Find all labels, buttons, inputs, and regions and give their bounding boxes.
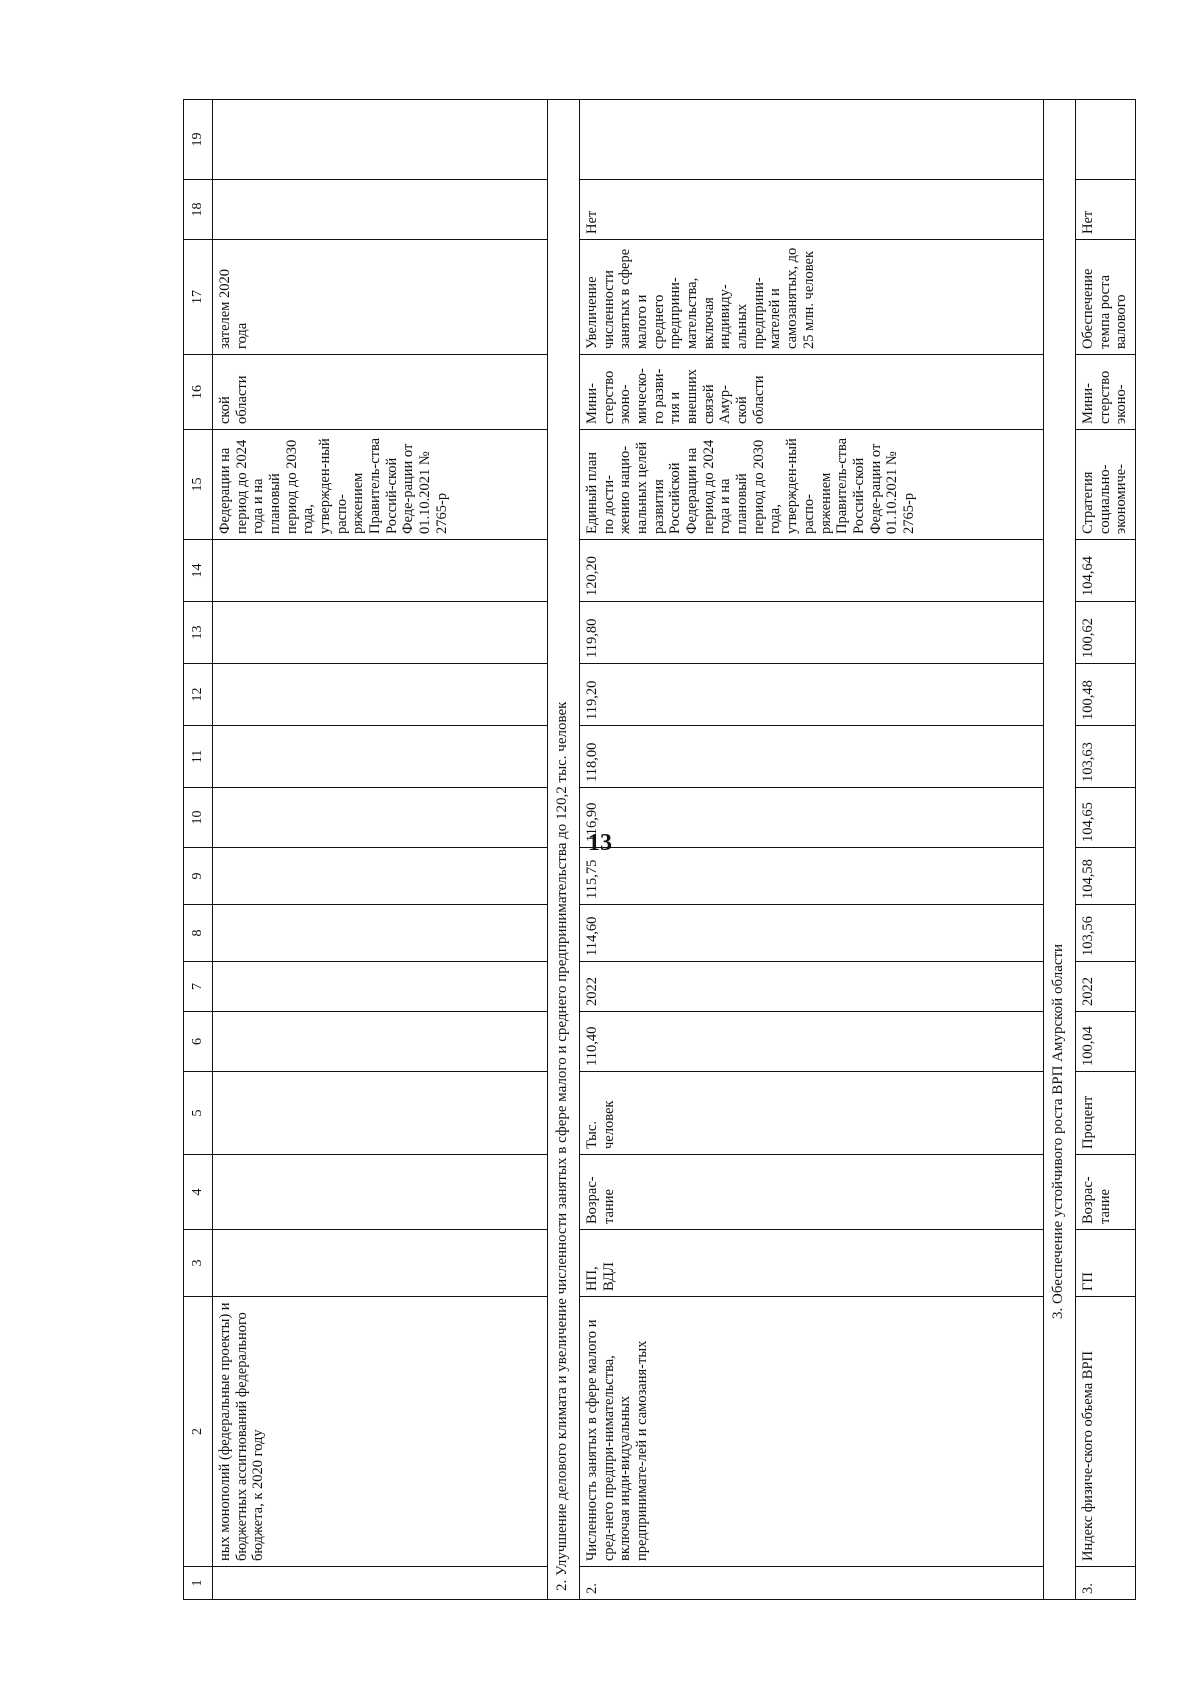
cell-2-value-10: 116,90	[580, 788, 1044, 848]
cell-cont-8	[213, 905, 548, 962]
cell-2-value-14: 120,20	[580, 540, 1044, 602]
cell-cont-10	[213, 788, 548, 848]
cell-2-base-year: 2022	[580, 962, 1044, 1012]
col-header-15: 15	[184, 430, 213, 540]
section-3-row	[1044, 100, 1076, 1600]
cell-3-value-14: 104,64	[1076, 540, 1136, 602]
col-header-13: 13	[184, 602, 213, 664]
cell-3-source: ГП	[1076, 1230, 1136, 1297]
cell-2-base-value: 110,40	[580, 1012, 1044, 1072]
cell-3-value-11: 103,63	[1076, 726, 1136, 788]
section-2-row	[548, 100, 580, 1600]
col-header-18: 18	[184, 180, 213, 240]
cell-2-value-13: 119,80	[580, 602, 1044, 664]
col-header-16: 16	[184, 355, 213, 430]
col-header-9: 9	[184, 848, 213, 905]
cell-3-indicator: Индекс физиче-ского объема ВРП	[1076, 1297, 1136, 1567]
cell-cont-13	[213, 602, 548, 664]
cell-cont-indicator: ных монополий (федеральные проекты) и бюджетных ассигнований федерального бюджета, к 2020 году	[213, 1297, 548, 1567]
col-header-12: 12	[184, 664, 213, 726]
header-row	[184, 100, 213, 1600]
cell-cont-5	[213, 1072, 548, 1155]
cell-3-number: 3.	[1076, 1567, 1136, 1600]
col-header-10: 10	[184, 788, 213, 848]
col-header-6: 6	[184, 1012, 213, 1072]
col-header-7: 7	[184, 962, 213, 1012]
cell-cont-3	[213, 1230, 548, 1297]
table-row-3	[1076, 100, 1136, 1600]
cell-3-responsible: Мини-стерство эконо-	[1076, 355, 1136, 430]
cell-cont-12	[213, 664, 548, 726]
col-header-3: 3	[184, 1230, 213, 1297]
cell-cont-goal: зателем 2020 года	[213, 240, 548, 355]
cell-2-flag: Нет	[580, 180, 1044, 240]
col-header-19: 19	[184, 100, 213, 180]
cell-2-value-9: 115,75	[580, 848, 1044, 905]
cell-cont-7	[213, 962, 548, 1012]
col-header-5: 5	[184, 1072, 213, 1155]
table-row-2	[580, 100, 1044, 1600]
cell-cont-18	[213, 180, 548, 240]
cell-3-value-8: 103,56	[1076, 905, 1136, 962]
cell-cont-9	[213, 848, 548, 905]
cell-2-trend: Возрас-тание	[580, 1155, 1044, 1230]
indicator-table-frame	[183, 100, 1136, 1600]
cell-2-unit: Тыс. человек	[580, 1072, 1044, 1155]
cell-3-flag: Нет	[1076, 180, 1136, 240]
col-header-2: 2	[184, 1297, 213, 1567]
cell-3-trend: Возрас-тание	[1076, 1155, 1136, 1230]
cell-cont-14	[213, 540, 548, 602]
cell-3-unit: Процент	[1076, 1072, 1136, 1155]
page-number: 13	[588, 830, 612, 856]
cell-3-goal: Обеспечение темпа роста валового	[1076, 240, 1136, 355]
cell-3-document: Стратегия социально-экономиче-	[1076, 430, 1136, 540]
cell-2-value-8: 114,60	[580, 905, 1044, 962]
col-header-4: 4	[184, 1155, 213, 1230]
col-header-1: 1	[184, 1567, 213, 1600]
cell-cont-4	[213, 1155, 548, 1230]
cell-2-number: 2.	[580, 1567, 1044, 1600]
col-header-14: 14	[184, 540, 213, 602]
cell-3-value-10: 104,65	[1076, 788, 1136, 848]
cell-3-value-13: 100,62	[1076, 602, 1136, 664]
cell-2-value-11: 118,00	[580, 726, 1044, 788]
cell-3-base-value: 100,04	[1076, 1012, 1136, 1072]
cell-cont-responsible: ской области	[213, 355, 548, 430]
cell-3-value-12: 100,48	[1076, 664, 1136, 726]
cell-cont-document: Федерации на период до 2024 года и на плановый период до 2030 года, утвержден-ный распо-ряжением Правитель-ства Россий-ской Феде-рации от 01.10.2021 № 2765-р	[213, 430, 548, 540]
cell-2-responsible: Мини-стерство эконо-мическо-го разви-тия и внешних связей Амур-ской области	[580, 355, 1044, 430]
cell-cont-6	[213, 1012, 548, 1072]
cell-3-base-year: 2022	[1076, 962, 1136, 1012]
col-header-8: 8	[184, 905, 213, 962]
cell-cont-1	[213, 1567, 548, 1600]
indicator-table	[183, 99, 1136, 1600]
cell-2-source: НП, ВДЛ	[580, 1230, 1044, 1297]
cell-cont-11	[213, 726, 548, 788]
cell-3-19	[1076, 100, 1136, 180]
cell-2-19	[580, 100, 1044, 180]
rotated-table	[183, 100, 1136, 1600]
col-header-17: 17	[184, 240, 213, 355]
cell-cont-19	[213, 100, 548, 180]
section-2-title: 2. Улучшение делового климата и увеличение численности занятых в сфере малого и среднего предпринимательства до 120,2 тыс. человек	[548, 100, 580, 1600]
cell-2-document: Единый план по дости-жению нацио-нальных целей развития Российской Федерации на период до 2024 года и на плановый период до 2030 года, утвержден-ный распо-ряжением Правитель-ства Россий-ской Феде-рации от 01.10.2021 № 2765-р	[580, 430, 1044, 540]
cell-3-value-9: 104,58	[1076, 848, 1136, 905]
cell-2-goal: Увеличение численности занятых в сфере малого и среднего предприни-мательства, включая индивиду-альных предприни-мателей и самозанятых, до 25 млн. человек	[580, 240, 1044, 355]
cell-2-value-12: 119,20	[580, 664, 1044, 726]
col-header-11: 11	[184, 726, 213, 788]
section-3-title: 3. Обеспечение устойчивого роста ВРП Амурской области	[1044, 100, 1076, 1600]
table-row-continued	[213, 100, 548, 1600]
cell-2-indicator: Численность занятых в сфере малого и сред-него предпри-нимательства, включая инди-видуальных предпринимате-лей и самозаня-тых	[580, 1297, 1044, 1567]
